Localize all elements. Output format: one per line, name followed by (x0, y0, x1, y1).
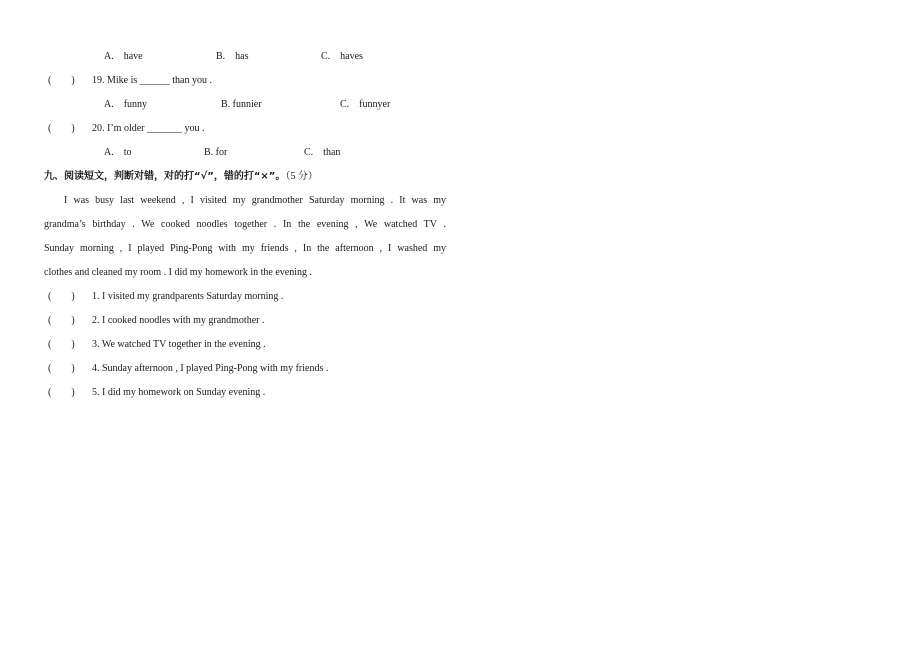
q18-option-c: C. haves (321, 51, 363, 62)
q19-question: 19. Mike is ______ than you . (92, 75, 212, 86)
passage-line-1: I was busy last weekend , I visited my grandmother Saturday morning . It was my (64, 195, 446, 206)
judgment-4-text: 4. Sunday afternoon , I played Ping-Pong with my friends . (92, 363, 329, 374)
passage-line-4: clothes and cleaned my room . I did my homework in the evening . (44, 267, 312, 278)
judgment-4-blank: ( ) (48, 363, 75, 374)
q18-option-b: B. has (216, 51, 249, 62)
q20-option-b: B. for (204, 147, 228, 158)
passage-line-3: Sunday morning , I played Ping-Pong with my friends , In the afternoon , I washed my (44, 243, 446, 254)
judgment-1-blank: ( ) (48, 291, 75, 302)
q19-option-b: B. funnier (221, 99, 262, 110)
q20-question: 20. I’m older _______ you . (92, 123, 205, 134)
judgment-5-blank: ( ) (48, 387, 75, 398)
q18-option-a: A. have (104, 51, 143, 62)
judgment-5-text: 5. I did my homework on Sunday evening . (92, 387, 266, 398)
judgment-3-text: 3. We watched TV together in the evening . (92, 339, 266, 350)
q20-option-c: C. than (304, 147, 341, 158)
q19-answer-blank: ( ) (48, 75, 75, 86)
judgment-2-blank: ( ) (48, 315, 75, 326)
section-score: （5 分） (285, 171, 318, 182)
judgment-1-text: 1. I visited my grandparents Saturday morning . (92, 291, 284, 302)
q20-option-a: A. to (104, 147, 132, 158)
judgment-3-blank: ( ) (48, 339, 75, 350)
section-title-text: 九、阅读短文，判断对错，对的打“√”，错的打“×”。 (44, 171, 286, 182)
q20-answer-blank: ( ) (48, 123, 75, 134)
q19-option-c: C. funnyer (340, 99, 391, 110)
judgment-2-text: 2. I cooked noodles with my grandmother . (92, 315, 265, 326)
passage-line-2: grandma’s birthday . We cooked noodles together . In the evening , We watched TV . (44, 219, 446, 230)
section-nine-title (44, 170, 318, 184)
q19-option-a: A. funny (104, 99, 148, 110)
